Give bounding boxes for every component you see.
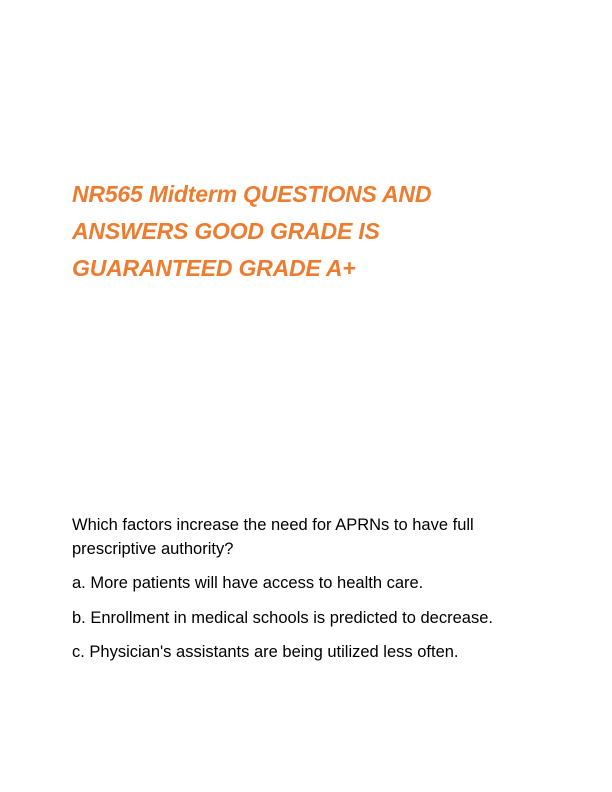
title-line-2: ANSWERS GOOD GRADE IS [72, 218, 380, 244]
question-block [72, 513, 552, 664]
question-line-1: Which factors increase the need for APRNs to have full [72, 516, 474, 534]
answer-option-c: c. Physician's assistants are being utilized less often. [72, 643, 459, 661]
question-line-2: prescriptive authority? [72, 540, 234, 558]
answer-option-a: a. More patients will have access to health care. [72, 574, 424, 592]
question-text [72, 513, 552, 561]
title-line-1: NR565 Midterm QUESTIONS AND [72, 181, 432, 207]
title-line-3: GUARANTEED GRADE A+ [72, 255, 356, 281]
answer-option-b: b. Enrollment in medical schools is predicted to decrease. [72, 609, 493, 627]
document-title [72, 176, 502, 287]
